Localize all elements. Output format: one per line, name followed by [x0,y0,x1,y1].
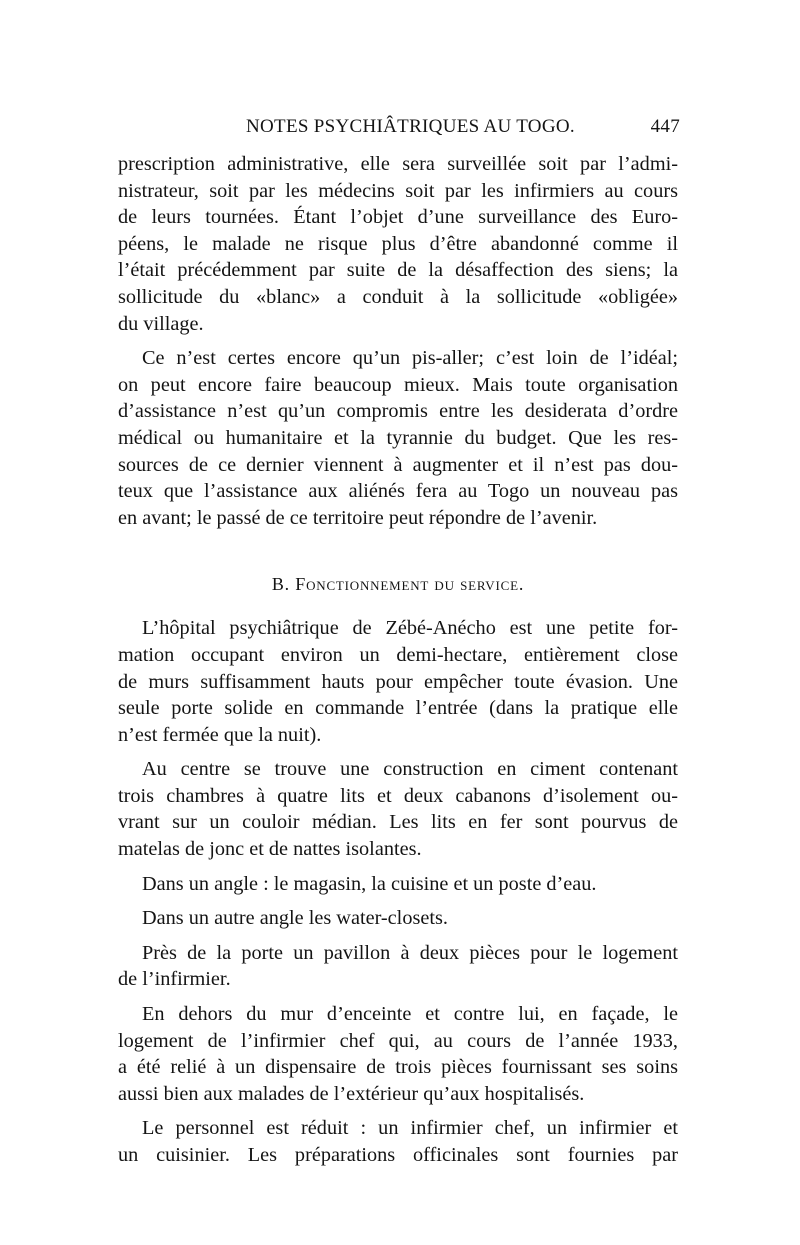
running-title: NOTES PSYCHIÂTRIQUES AU TOGO. [246,116,575,137]
text-line: en avant; le passé de ce territoire peut répondre de l’avenir. [118,506,598,529]
text-line: Ce n’est certes encore qu’un pis-aller; c’est loin de l’idéal; [142,347,678,370]
text-line: trois chambres à quatre lits et deux cabanons d’isolement ou- [118,784,678,807]
running-head [118,116,680,144]
text-line: seule porte solide en commande l’entrée (dans la pratique elle [118,697,678,720]
text-line: Au centre se trouve une construction en ciment contenant [142,758,678,781]
text-line: Près de la porte un pavillon à deux pièces pour le logement [142,941,678,964]
paragraph [118,151,678,337]
text-line: L’hôpital psychiâtrique de Zébé-Anécho est une petite for- [142,617,678,640]
text-line: aussi bien aux malades de l’extérieur qu’aux hospitalisés. [118,1082,585,1105]
paragraph-gap [118,337,678,345]
text-line: nistrateur, soit par les médecins soit par les infirmiers au cours [118,179,678,202]
section-heading [118,571,678,597]
text-line: matelas de jonc et de nattes isolantes. [118,838,422,861]
paragraphs-before [118,151,678,531]
paragraphs-after [118,615,678,1168]
text-line: Le personnel est réduit : un infirmier chef, un infirmier et [142,1117,678,1140]
paragraph-gap [118,863,678,871]
text-line: sollicitude du «blanc» a conduit à la sollicitude «obligée» [118,285,678,308]
text-line: péens, le malade ne risque plus d’être abandonné comme il [118,232,678,255]
paragraph-gap [118,897,678,905]
text-line: de leurs tournées. Étant l’objet d’une surveillance des Euro- [118,206,678,229]
text-line: sources de ce dernier viennent à augmenter et il n’est pas dou- [118,453,678,476]
paragraph [118,1001,678,1107]
text-line: a été relié à un dispensaire de trois pièces fournissant ses soins [118,1056,678,1079]
paragraph [118,756,678,862]
text-line: vrant sur un couloir médian. Les lits en fer sont pourvus de [118,811,678,834]
page-number: 447 [650,116,680,137]
paragraph-gap [118,1107,678,1115]
text-line: de l’infirmier. [118,968,231,991]
paragraph [118,1115,678,1168]
text-line: logement de l’infirmier chef qui, au cours de l’année 1933, [118,1029,678,1052]
paragraph [118,345,678,531]
text-line: on peut encore faire beaucoup mieux. Mais toute organisation [118,373,678,396]
section-title: Fonctionnement du service. [295,574,525,595]
text-line: du village. [118,312,204,335]
text-line: En dehors du mur d’enceinte et contre lui, en façade, le [142,1003,678,1026]
paragraph-gap [118,748,678,756]
text-line: médical ou humanitaire et la tyrannie du budget. Que les res- [118,426,678,449]
text-line: d’assistance n’est qu’un compromis entre les desiderata d’ordre [118,400,678,423]
text-line: de murs suffisamment hauts pour empêcher toute évasion. Une [118,670,678,693]
paragraph [118,940,678,993]
paragraph [118,615,678,748]
text-line: teux que l’assistance aux aliénés fera au Togo un nouveau pas [118,480,678,503]
text-line: prescription administrative, elle sera surveillée soit par l’admi- [118,153,678,175]
paragraph [118,871,678,898]
text-line: Dans un angle : le magasin, la cuisine et un poste d’eau. [142,872,597,895]
paragraph [118,905,678,932]
text-line: Dans un autre angle les water-closets. [142,907,448,930]
section-letter: B. [271,574,290,595]
text-line: n’est fermée que la nuit). [118,723,322,746]
text-line: l’était précédemment par suite de la désaffection des siens; la [118,259,678,282]
paragraph-gap [118,993,678,1001]
text-line: un cuisinier. Les préparations officinales sont fournies par [118,1144,678,1166]
text-line: mation occupant environ un demi-hectare, entièrement close [118,643,678,666]
body-text [118,151,678,1169]
paragraph-gap [118,932,678,940]
